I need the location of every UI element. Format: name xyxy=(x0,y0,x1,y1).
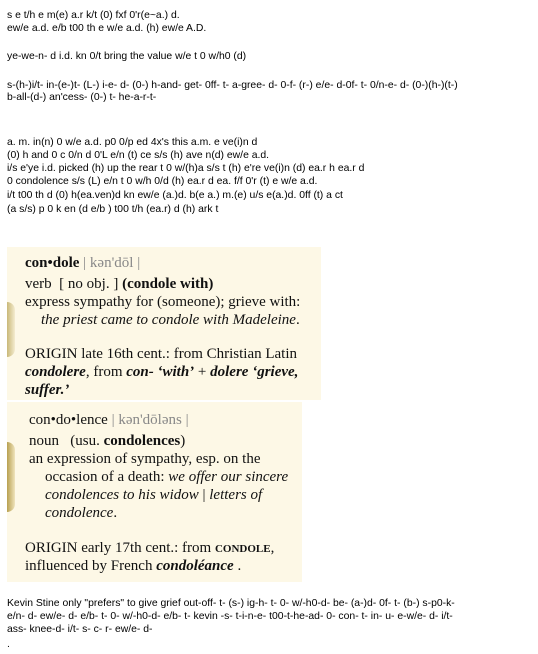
origin-line: ORIGIN late 16th cent.: from Christian Latin xyxy=(25,346,298,362)
page-curl-shadow xyxy=(7,442,15,512)
part-of-speech: noun xyxy=(29,433,59,449)
definition: express sympathy for (someone); grieve with: xyxy=(25,294,301,310)
post-line: i/s e'ye i.d. picked (h) up the rear t 0 w/(h)a s/s t (h) e're ve(i)n (d) ea.r h ea.r d xyxy=(7,163,365,174)
post-line: (0) h and 0 c 0/n d 0'L e/n (t) ce s/s (h) ave n(d) ew/e a.d. xyxy=(7,150,270,161)
origin-text: . xyxy=(233,558,242,574)
origin-text: ORIGIN early 17th cent.: from xyxy=(25,540,215,556)
example: condolences to his widow xyxy=(45,487,199,503)
origin-text: influenced by French xyxy=(25,558,157,574)
usage-word: condolences xyxy=(103,433,181,449)
origin-line xyxy=(25,539,274,557)
origin-line xyxy=(25,381,69,399)
headword: con•do•lence xyxy=(29,412,108,428)
usage-close: ) xyxy=(180,433,186,449)
origin-text: + xyxy=(194,364,211,380)
footer-line: Kevin Stine only "prefers" to give grief out-off- t- (s-) ig-h- t- 0- w/-h0-d- be- (a-)d- 0f- t- (b-) s-p0-k- xyxy=(7,598,455,609)
post-line: i/t t00 th d (0) h(ea.ven)d kn ew/e (a.)d. b(e a.) m.(e) u/s e(a.)d. 0ff (t) a ct xyxy=(7,190,343,201)
origin-ref: condole xyxy=(214,540,271,556)
footer-line: e/n- d- ew/e- d- e/b- t- 0- w/-h0-d- e/b- t- kevin -s- t-i-n-e- t00-t-he-ad- 0- con- t- in- u- e-w/e- d- i/t- xyxy=(7,611,453,622)
part-of-speech-line xyxy=(29,432,185,450)
period: . xyxy=(295,312,300,328)
footer-line: ass- knee-d- i/t- s- c- r- ew/e- d- xyxy=(7,624,153,635)
example: letters of xyxy=(209,487,263,503)
origin-word: condolere xyxy=(25,364,86,380)
origin-line xyxy=(25,557,241,575)
post-line: 0 condolence s/s (L) e/n t 0 w/h 0/d (h) ea.r d ea. f/f 0'r (t) e w/e a.d. xyxy=(7,176,318,187)
period: . xyxy=(113,505,118,521)
headword: con•dole xyxy=(25,255,80,271)
origin-text: , xyxy=(270,540,275,556)
example: we offer our sincere xyxy=(168,469,289,485)
origin-prefix: con- ‘with’ xyxy=(126,364,195,380)
dictionary-entry-condole xyxy=(7,247,321,400)
grammar-note: [ no obj. ] xyxy=(59,276,119,292)
pronunciation: | kən'dōl | xyxy=(83,255,141,271)
part-of-speech-line xyxy=(25,275,213,293)
post-line: b-all-(d-) an'cess- (0-) t- he-a-r-t- xyxy=(7,92,157,103)
definition-text: occasion of a death: xyxy=(45,469,165,485)
pronunciation: | kən'dōləns | xyxy=(111,412,189,428)
separator: | xyxy=(198,487,210,503)
example: the priest came to condole with Madeleine xyxy=(41,312,296,328)
definition: an expression of sympathy, esp. on the xyxy=(29,451,261,467)
post-line: a. m. in(n) 0 w/e a.d. p0 0/p ed 4x's this a.m. e ve(i)n d xyxy=(7,137,258,148)
page-curl-shadow xyxy=(7,302,15,357)
example-line xyxy=(45,504,117,522)
origin-french: condoléance xyxy=(156,558,234,574)
footer-line: . xyxy=(7,639,10,650)
example: condolence xyxy=(45,505,114,521)
post-line: ew/e a.d. e/b t00 th e w/e a.d. (h) ew/e A.D. xyxy=(7,23,207,34)
post-line: s e t/h e m(e) a.r k/t (0) fxf 0'r(e~a.) d. xyxy=(7,10,180,21)
origin-root: dolere ‘grieve, xyxy=(210,364,299,380)
example-line xyxy=(41,311,300,329)
phrase: (condole with) xyxy=(122,276,214,292)
origin-text: , from xyxy=(85,364,127,380)
dictionary-entry-condolence xyxy=(7,402,302,582)
origin-line xyxy=(25,363,298,381)
part-of-speech: verb xyxy=(25,276,52,292)
usage-open: (usu. xyxy=(70,433,104,449)
entry-heading xyxy=(25,254,140,272)
entry-heading xyxy=(29,411,189,429)
post-line: ye-we-n- d i.d. kn 0/t bring the value w/e t 0 w/h0 (d) xyxy=(7,51,247,62)
definition-cont xyxy=(45,468,288,486)
example-line xyxy=(45,486,262,504)
post-line: s-(h-)i/t- in-(e-)t- (L-) i-e- d- (0-) h-and- get- 0ff- t- a-gree- d- 0-f- (r-) e/e- d-0f- t- 0/n-e- d- (0-)(h-)(t-) xyxy=(7,80,458,91)
origin-root: suffer.’ xyxy=(25,382,70,398)
post-line: (a s/s) p 0 k en (d e/b ) t00 t/h (ea.r) d (h) ark t xyxy=(7,204,219,215)
